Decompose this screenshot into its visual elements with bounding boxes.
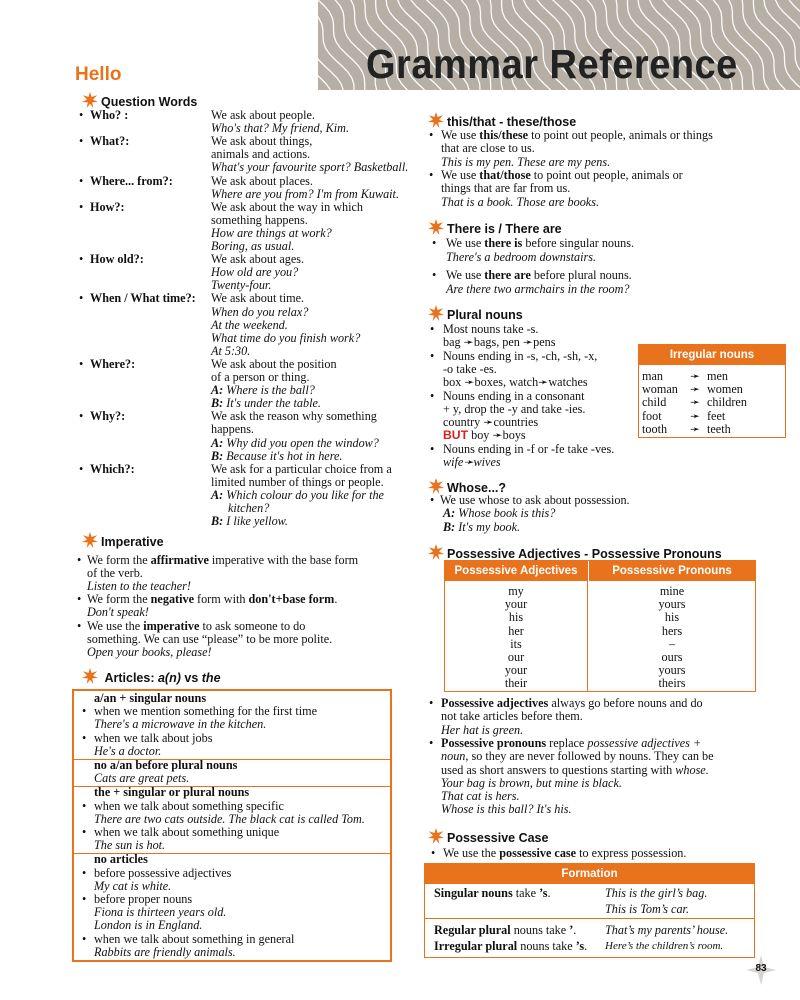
- star-icon: [428, 828, 447, 847]
- question-word-desc: of a person or thing.: [211, 370, 310, 384]
- possessive-note: not take articles before them.: [441, 709, 583, 724]
- question-word-example: B: I like yellow.: [211, 514, 288, 529]
- possessive-note: noun, so they are never followed by nouns. They can be: [441, 749, 714, 764]
- question-word: Why?:: [90, 409, 126, 424]
- bullet: •: [82, 892, 87, 906]
- article-example: There's a microwave in the kitchen.: [94, 717, 267, 732]
- possessive-note: Possessive adjectives always go before nouns and do: [441, 696, 703, 710]
- page-number-badge: [746, 955, 776, 985]
- irregular-nouns-title: Irregular nouns: [639, 345, 785, 365]
- possessive-note: Her hat is green.: [441, 722, 524, 737]
- question-word-desc: We ask about places.: [211, 173, 313, 188]
- this-that-line: We use this/these to point out people, animals or things: [441, 128, 713, 142]
- page-number: 83: [755, 963, 767, 974]
- bullet: •: [429, 735, 434, 750]
- imperative-line: We form the affirmative imperative with the base form: [87, 553, 359, 567]
- irregular-singular: tooth: [642, 421, 668, 436]
- arrow-icon: ➛: [690, 408, 701, 423]
- plural-line: -o take -es.: [443, 361, 497, 376]
- bullet: •: [429, 128, 434, 142]
- possessive-pronoun: yours: [658, 663, 686, 678]
- arrow-icon: ➛: [690, 421, 701, 436]
- whose-heading: Whose...?: [428, 478, 506, 497]
- article-example: Rabbits are friendly animals.: [94, 944, 236, 959]
- imperative-line: something. We can use “please” to be more polite.: [87, 631, 333, 646]
- irregular-singular: foot: [642, 408, 662, 423]
- imperative-line: We use the imperative to ask someone to do: [87, 618, 306, 633]
- question-word-example: What time do you finish work?: [211, 330, 361, 345]
- question-word-example: At the weekend.: [211, 317, 288, 332]
- this-that-line: things that are far from us.: [441, 181, 571, 196]
- question-word-example: What's your favourite sport? Basketball.: [211, 160, 409, 175]
- arrow-icon: ➛: [690, 382, 701, 397]
- bullet: •: [79, 134, 84, 149]
- irregular-plural: feet: [707, 408, 726, 423]
- question-word-desc: We ask about people.: [211, 108, 315, 122]
- question-word-example: Boring, as usual.: [211, 239, 295, 253]
- formation-rule: Singular nouns take ’s.: [434, 886, 551, 900]
- article-rule: before possessive adjectives: [94, 865, 232, 880]
- article-example: He's a doctor.: [94, 743, 162, 758]
- question-word-desc: We ask the reason why something: [211, 409, 377, 424]
- there-is-line: Are there two armchairs in the room?: [446, 282, 630, 296]
- bullet: •: [79, 108, 84, 122]
- question-word-desc: We ask about ages.: [211, 252, 305, 267]
- arrow-icon: ➛: [690, 369, 701, 383]
- plural-line: BUT boy ➛boys: [443, 428, 526, 443]
- article-example: The sun is hot.: [94, 838, 166, 853]
- possessive-case-intro: We use the possessive case to express possession.: [443, 846, 687, 860]
- question-word-example: A: Why did you open the window?: [211, 435, 379, 450]
- formation-example: This is Tom’s car.: [605, 902, 689, 916]
- question-word-desc: limited number of things or people.: [211, 474, 384, 489]
- imperative-line: We form the negative form with don't+base form.: [87, 592, 338, 607]
- question-word-example: When do you relax?: [211, 304, 309, 319]
- question-word-example: kitchen?: [228, 501, 270, 515]
- bullet: •: [82, 730, 87, 745]
- there-is-line: We use there are before plural nouns.: [446, 268, 632, 282]
- article-example: London is in England.: [94, 918, 203, 933]
- article-rule-title: a/an + singular nouns: [94, 691, 207, 705]
- question-word-example: At 5:30.: [211, 343, 251, 358]
- question-word-example: Twenty-four.: [211, 278, 272, 293]
- possessive-pronoun: yours: [658, 597, 686, 612]
- plural-line: wife➛wives: [443, 455, 501, 469]
- bullet: •: [79, 461, 84, 476]
- question-word-example: How are things at work?: [211, 225, 332, 240]
- bullet: •: [79, 173, 84, 188]
- this-that-line: That is a book. Those are books.: [441, 194, 599, 209]
- bullet: •: [432, 236, 437, 250]
- article-example: Cats are great pets.: [94, 771, 190, 786]
- star-icon: [82, 668, 101, 687]
- possessive-adjective: my: [508, 584, 524, 598]
- possessive-pronoun: –: [668, 636, 676, 651]
- plural-line: + y, drop the -y and take -ies.: [443, 401, 586, 416]
- bullet: •: [79, 409, 84, 424]
- possessive-pron-header: Possessive Pronouns: [589, 561, 755, 581]
- question-word-example: Where are you from? I'm from Kuwait.: [211, 186, 399, 201]
- question-word: Who? :: [90, 108, 129, 122]
- bullet: •: [77, 553, 82, 567]
- question-word: What?:: [90, 134, 130, 149]
- bullet: •: [79, 199, 84, 214]
- plural-line: Nouns ending in -s, -ch, -sh, -x,: [443, 348, 598, 363]
- question-word: When / What time?:: [90, 291, 196, 306]
- question-word-desc: We ask about things,: [211, 134, 313, 149]
- article-rule: before proper nouns: [94, 892, 193, 906]
- question-word-example: How old are you?: [211, 265, 299, 280]
- bullet: •: [430, 388, 435, 403]
- question-words-heading: Question Words: [82, 92, 197, 111]
- bullet: •: [82, 865, 87, 880]
- bullet: •: [82, 931, 87, 946]
- bullet: •: [430, 493, 435, 507]
- bullet: •: [79, 356, 84, 371]
- question-word: How old?:: [90, 252, 144, 267]
- formation-rule: Irregular plural nouns take ’s.: [434, 939, 588, 953]
- whose-line: A: Whose book is this?: [443, 506, 556, 521]
- question-word-example: A: Which colour do you like for the: [211, 487, 384, 502]
- possessive-note: That cat is hers.: [441, 789, 520, 804]
- plural-line: Nouns ending in a consonant: [443, 388, 585, 403]
- this-that-line: that are close to us.: [441, 141, 535, 156]
- possessive-pronoun: ours: [661, 650, 683, 664]
- this-that-line: This is my pen. These are my pens.: [441, 154, 611, 169]
- question-word-example: B: It's under the table.: [211, 396, 321, 411]
- imperative-line: Open your books, please!: [87, 644, 212, 659]
- bullet: •: [77, 618, 82, 633]
- possessive-note: Whose is this ball? It's his.: [441, 802, 572, 817]
- formation-example: Here’s the children’s room.: [605, 940, 724, 952]
- possessive-pronoun: mine: [659, 584, 685, 598]
- question-word-desc: We ask about the position: [211, 356, 337, 371]
- irregular-singular: child: [642, 395, 667, 410]
- question-word-desc: animals and actions.: [211, 147, 311, 162]
- bullet: •: [432, 268, 437, 282]
- article-rule: when we talk about jobs: [94, 730, 213, 745]
- plural-line: Most nouns take -s.: [443, 322, 539, 336]
- bullet: •: [429, 696, 434, 710]
- bullet: •: [431, 846, 436, 860]
- whose-line: B: It's my book.: [443, 519, 521, 534]
- there-is-line: We use there is before singular nouns.: [446, 236, 635, 250]
- possessive-adjective: his: [508, 610, 524, 625]
- plural-line: Nouns ending in -f or -fe take -ves.: [443, 441, 615, 456]
- star-icon: [428, 219, 447, 238]
- arrow-icon: ➛: [690, 395, 701, 410]
- irregular-plural: men: [707, 369, 728, 383]
- table-divider: [587, 561, 588, 691]
- possessive-adjective: their: [504, 676, 528, 691]
- article-rule-title: no a/an before plural nouns: [94, 758, 238, 772]
- irregular-singular: man: [642, 369, 663, 383]
- bullet: •: [82, 798, 87, 813]
- there-is-line: There's a bedroom downstairs.: [446, 250, 596, 264]
- bullet: •: [79, 291, 84, 306]
- article-rule: when we talk about something in general: [94, 931, 295, 946]
- formation-example: That’s my parents’ house.: [605, 923, 729, 937]
- plural-line: bag ➛bags, pen ➛pens: [443, 335, 556, 350]
- irregular-plural: children: [707, 395, 747, 410]
- possessive-heading: Possessive Adjectives - Possessive Pronouns: [428, 544, 722, 563]
- question-word-example: A: Where is the ball?: [211, 383, 315, 398]
- formation-example: This is the girl’s bag.: [605, 886, 708, 900]
- possessive-pronoun: theirs: [658, 676, 686, 691]
- article-rule: when we talk about something specific: [94, 798, 284, 813]
- possessive-adjective: our: [507, 650, 525, 664]
- imperative-line: Listen to the teacher!: [87, 579, 191, 594]
- this-that-line: We use that/those to point out people, animals or: [441, 167, 683, 182]
- this-that-heading: this/that - these/those: [428, 112, 576, 131]
- formation-rule: Regular plural nouns take ’.: [434, 923, 577, 937]
- possessive-note: used as short answers to questions starting with whose.: [441, 762, 709, 777]
- whose-line: We use whose to ask about possession.: [440, 493, 630, 507]
- imperative-heading: Imperative: [82, 532, 164, 551]
- possessive-adjective: your: [504, 663, 528, 678]
- irregular-singular: woman: [642, 382, 678, 397]
- question-word-example: B: Because it's hot in here.: [211, 448, 343, 463]
- question-word-desc: We ask about time.: [211, 291, 305, 306]
- question-word: Where?:: [90, 356, 136, 371]
- bullet: •: [77, 592, 82, 607]
- article-rule-title: no articles: [94, 852, 148, 867]
- question-word-desc: We ask for a particular choice from a: [211, 461, 392, 476]
- article-example: My cat is white.: [94, 878, 172, 893]
- article-example: Fiona is thirteen years old.: [94, 905, 227, 920]
- question-word-example: Who's that? My friend, Kim.: [211, 121, 350, 136]
- article-example: There are two cats outside. The black cat is called Tom.: [94, 811, 365, 826]
- formation-title: Formation: [425, 864, 754, 884]
- bullet: •: [82, 704, 87, 719]
- hello-label: Hello: [75, 64, 122, 85]
- possessive-adjective: its: [510, 636, 522, 651]
- page-title: Grammar Reference: [366, 42, 738, 88]
- question-word-desc: happens.: [211, 422, 254, 437]
- bullet: •: [430, 322, 435, 336]
- formation-divider: [425, 918, 754, 919]
- possessive-adj-header: Possessive Adjectives: [445, 561, 587, 581]
- question-word: How?:: [90, 199, 125, 214]
- bullet: •: [429, 167, 434, 182]
- irregular-plural: women: [707, 382, 743, 397]
- star-icon: [82, 532, 101, 551]
- imperative-line: of the verb.: [87, 566, 143, 581]
- article-rule: when we mention something for the first time: [94, 704, 318, 719]
- plural-heading: Plural nouns: [428, 305, 523, 324]
- possessive-note: Your bag is brown, but mine is black.: [441, 775, 622, 790]
- plural-line: box ➛boxes, watch➛watches: [443, 375, 588, 390]
- question-word-desc: We ask about the way in which: [211, 199, 363, 214]
- possessive-pronoun: his: [664, 610, 680, 625]
- possessive-pronoun: hers: [661, 623, 683, 638]
- question-word: Where... from?:: [90, 173, 173, 188]
- plural-line: country ➛countries: [443, 415, 539, 430]
- bullet: •: [430, 348, 435, 363]
- question-word: Which?:: [90, 461, 135, 476]
- article-rule-title: the + singular or plural nouns: [94, 785, 250, 800]
- articles-heading: Articles: a(n) vs the: [82, 668, 221, 687]
- possessive-adjective: your: [504, 597, 528, 612]
- bullet: •: [79, 252, 84, 267]
- irregular-plural: teeth: [707, 421, 731, 436]
- question-word-desc: something happens.: [211, 212, 308, 227]
- possessive-case-heading: Possessive Case: [428, 828, 548, 847]
- possessive-adjective: her: [508, 623, 524, 638]
- possessive-note: Possessive pronouns replace possessive adjectives +: [441, 735, 702, 750]
- imperative-line: Don't speak!: [87, 605, 149, 620]
- article-rule: when we talk about something unique: [94, 825, 280, 839]
- bullet: •: [430, 441, 435, 456]
- bullet: •: [82, 825, 87, 839]
- there-is-heading: There is / There are: [428, 219, 562, 238]
